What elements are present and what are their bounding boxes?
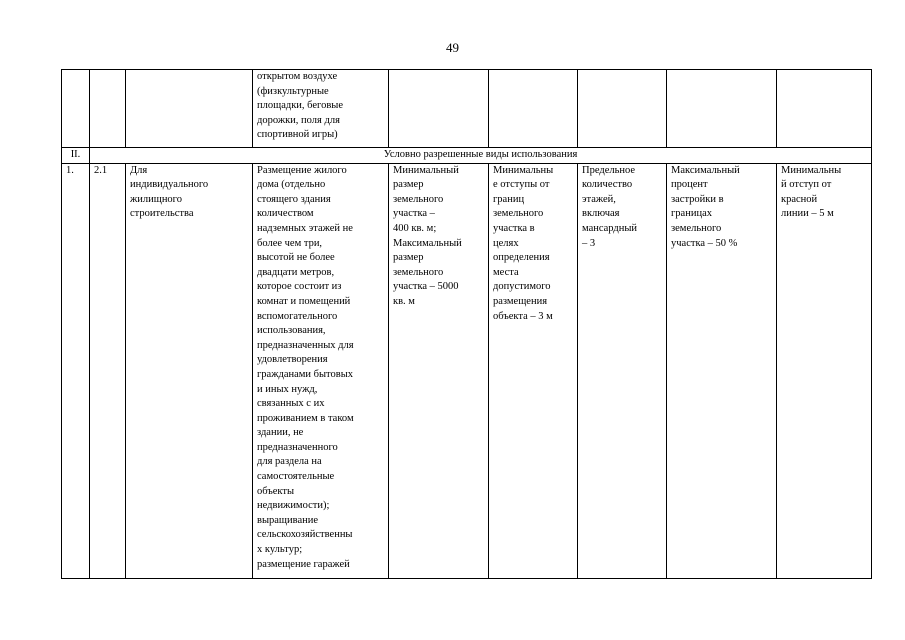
cell-floors xyxy=(578,70,667,148)
cell-setbacks xyxy=(489,70,578,148)
cell-plot-size: Минимальный размер земельного участка – 400 кв. м; Максимальный размер земельного участка – 5000 кв. м xyxy=(389,163,489,578)
table-row-section xyxy=(62,148,872,164)
page-number: 49 xyxy=(446,40,459,55)
section-number: II. xyxy=(62,148,90,164)
table-row-continued xyxy=(62,70,872,148)
cell-plot-size xyxy=(389,70,489,148)
cell-use-name: Для индивидуального жилищного строительства xyxy=(126,163,253,578)
cell-use-description: Размещение жилого дома (отдельно стоящего здания количеством надземных этажей не более чем три, высотой не более двадцати метров, которое состоит из комнат и помещений вспомогательного использования, предназначенных для удовлетворения гражданами бытовых и иных нужд, связанных с их проживанием в таком здании, не предназначенного для раздела на самостоятельные объекты недвижимости); выращивание сельскохозяйственны х культур; размещение гаражей xyxy=(253,163,389,578)
cell-code: 2.1 xyxy=(90,163,126,578)
cell-coverage: Максимальный процент застройки в границах земельного участка – 50 % xyxy=(667,163,777,578)
cell-floors: Предельное количество этажей, включая мансардный – 3 xyxy=(578,163,667,578)
cell-use-description: открытом воздухе (физкультурные площадки, беговые дорожки, поля для спортивной игры) xyxy=(253,70,389,148)
cell-use-name xyxy=(126,70,253,148)
cell-coverage xyxy=(667,70,777,148)
cell-number: 1. xyxy=(62,163,90,578)
section-title: Условно разрешенные виды использования xyxy=(90,148,872,164)
cell-code xyxy=(90,70,126,148)
cell-number xyxy=(62,70,90,148)
table-row-item xyxy=(62,163,872,578)
cell-red-line: Минимальны й отступ от красной линии – 5 м xyxy=(777,163,872,578)
regulations-table xyxy=(61,69,872,579)
cell-setbacks: Минимальны е отступы от границ земельного участка в целях определения места допустимого размещения объекта – 3 м xyxy=(489,163,578,578)
cell-red-line xyxy=(777,70,872,148)
